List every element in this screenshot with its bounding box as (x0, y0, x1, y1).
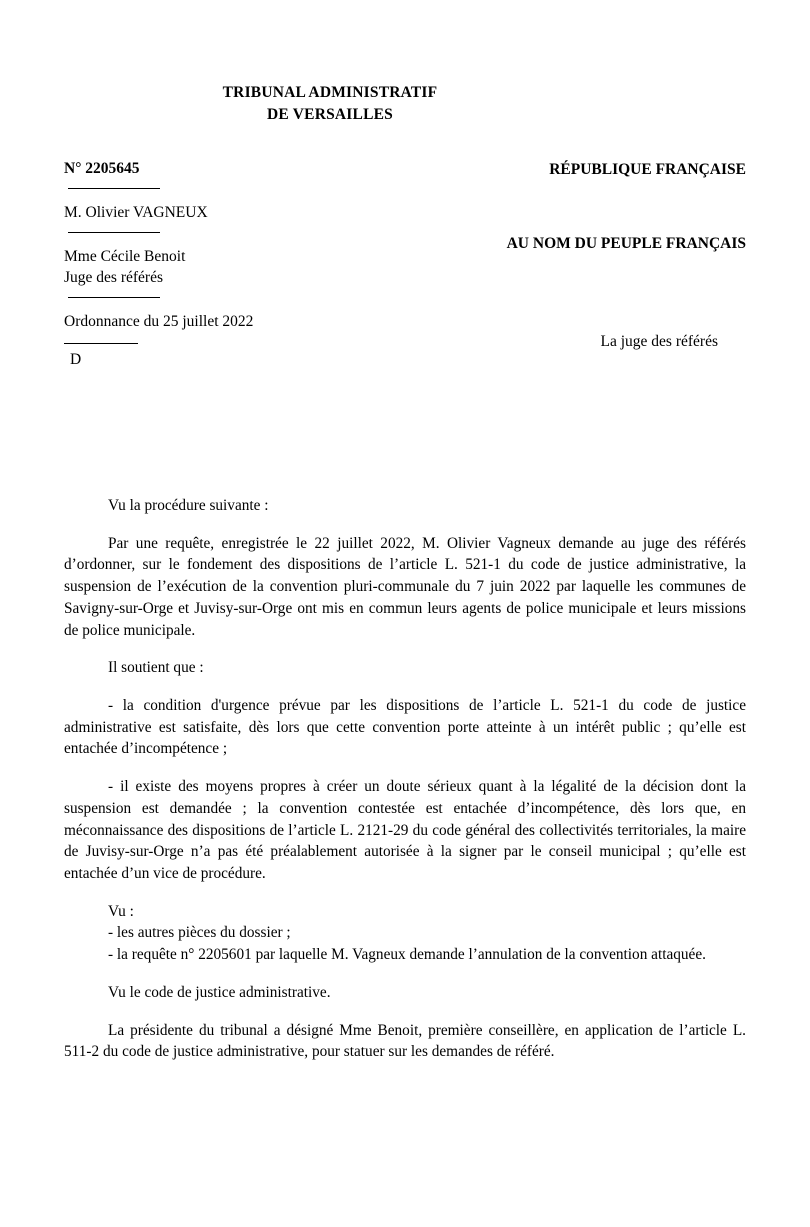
paragraph-vu-code: Vu le code de justice administrative. (108, 983, 331, 1001)
court-name-line-2: DE VERSAILLES (267, 106, 393, 124)
paragraph-claims-intro: Il soutient que : (108, 659, 204, 677)
paragraph-procedure-intro: Vu la procédure suivante : (108, 496, 269, 514)
code-letter: D (70, 350, 82, 368)
identification-right-column (416, 159, 746, 351)
judge-title: Juge des référés (64, 268, 163, 286)
paragraph-claim-urgency: - la condition d'urgence prévue par les dispositions de l’article L. 521-1 du code de justice administrative est satisfaite, dès lors que cette convention porte atteinte à un intérêt public ; qu’elle est entachée d’incompétence ; (64, 696, 746, 758)
document-page (0, 82, 810, 1227)
divider-rule-3 (68, 297, 160, 298)
order-date: Ordonnance du 25 juillet 2022 (64, 312, 254, 330)
identification-left-column (64, 159, 394, 371)
judge-name: Mme Cécile Benoit (64, 247, 186, 265)
paragraph-designation: La présidente du tribunal a désigné Mme Benoit, première conseillère, en application de l’article L. 511-2 du code de justice administrative, pour statuer sur les demandes de référé. (64, 1021, 746, 1061)
in-name-of-people-heading: AU NOM DU PEUPLE FRANÇAIS (506, 234, 746, 252)
divider-rule-1 (68, 188, 160, 189)
paragraph-vu-other-documents: - les autres pièces du dossier ; (108, 924, 291, 942)
signature-title: La juge des référés (600, 332, 718, 350)
applicant-name: M. Olivier VAGNEUX (64, 203, 208, 221)
document-body (64, 495, 746, 1063)
case-number: N° 2205645 (64, 159, 140, 177)
identification-block (64, 159, 746, 409)
paragraph-vu-related-request: - la requête n° 2205601 par laquelle M. Vagneux demande l’annulation de la convention attaquée. (108, 946, 706, 964)
paragraph-vu-intro: Vu : (108, 902, 134, 920)
paragraph-claim-doubt: - il existe des moyens propres à créer un doute sérieux quant à la légalité de la décision dont la suspension est demandée ; la convention contestée est entachée d’incompétence, dès lors que, en méconnaissance des dispositions de l’article L. 2121-29 du code général des collectivités territoriales, la maire de Juvisy-sur-Orge n’a pas été préalablement autorisée à la signer par le conseil municipal ; qu’elle est entachée d’un vice de procédure. (64, 778, 746, 882)
paragraph-request: Par une requête, enregistrée le 22 juillet 2022, M. Olivier Vagneux demande au juge des référés d’ordonner, sur le fondement des dispositions de l’article L. 521-1 du code de justice administrative, la suspension de l’exécution de la convention pluri-communale du 7 juin 2022 par laquelle les communes de Savigny-sur-Orge et Juvisy-sur-Orge ont mis en commun leurs agents de police municipale et leurs missions de police municipale. (64, 534, 746, 639)
republic-heading: RÉPUBLIQUE FRANÇAISE (549, 160, 746, 178)
divider-rule-4 (64, 343, 138, 344)
court-name-line-1: TRIBUNAL ADMINISTRATIF (222, 84, 438, 101)
court-header (0, 82, 746, 127)
divider-rule-2 (68, 232, 160, 233)
